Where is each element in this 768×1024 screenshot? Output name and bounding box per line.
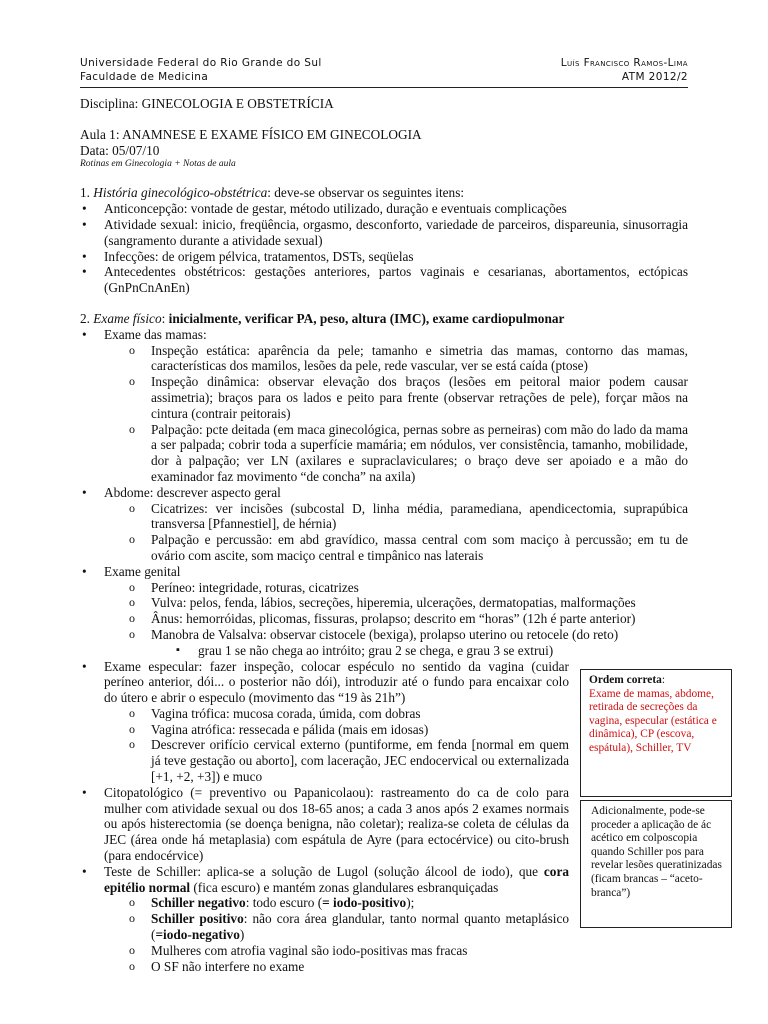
sub-item: o Manobra de Valsalva: observar cistocele (bexiga), prolapso uterino ou retocele (do reto) (104, 627, 688, 643)
list-item: • Atividade sexual: inicio, freqüência, orgasmo, desconforto, variedade de parceiros, dispareunia, sinusorragia (sangramento durante a atividade sexual) (80, 217, 688, 249)
faculty-name: Faculdade de Medicina (80, 71, 209, 83)
section1-list (80, 201, 688, 296)
sub-item: o Descrever orifício cervical externo (puntiforme, em fenda [normal em quem já teve gestação ou aborto], com laceração, JEC endocervical ou externalizada [+1, +2, +3]) e muco (104, 737, 569, 784)
sub-item: o O SF não interfere no exame (104, 959, 569, 975)
sub-sub-item: ▪ grau 1 se não chega ao intróito; grau 2 se chega, e grau 3 se extrui) (104, 643, 688, 659)
sub-item: o Períneo: integridade, roturas, cicatrizes (104, 580, 688, 596)
sub-item: o Cicatrizes: ver incisões (subcostal D, linha média, paramediana, apendicectomia, suprapúbica transversa [Pfannestiel], de hérnia) (104, 501, 688, 533)
author-name: Luís Francisco Ramos-Lima (560, 57, 688, 69)
sub-item: o Schiller negativo: todo escuro (= iodo-positivo); (104, 895, 569, 911)
sub-item: o Vagina trófica: mucosa corada, úmida, com dobras (104, 706, 569, 722)
class-label: ATM 2012/2 (621, 71, 688, 83)
correct-order-box (580, 669, 732, 797)
sub-item: o Schiller positivo: não cora área glandular, tanto normal quanto metaplásico (=iodo-negativo) (104, 911, 569, 943)
sub-item: o Vagina atrófica: ressecada e pálida (mais em idosas) (104, 722, 569, 738)
sub-item: o Inspeção dinâmica: observar elevação dos braços (lesões em peitoral maior podem causar assimetria); braços para os lados e peito para frente (observar retrações de pele), forçar mãos na cintura (contrair peitorais) (104, 374, 688, 421)
list-item: • Anticoncepção: vontade de gestar, método utilizado, duração e eventuais complicações (80, 201, 688, 217)
discipline-title: Disciplina: GINECOLOGIA E OBSTETRÍCIA (80, 96, 334, 111)
lesson-date: Data: 05/07/10 (80, 142, 160, 158)
list-item-schiller: • Teste de Schiller: aplica-se a solução de Lugol (solução álcool de iodo), que cora epitélio normal (fica escuro) e mantém zonas glandulares esbranquiçadas o Schiller negativo: todo escuro (= iodo-positivo); o Schiller positivo: não cora área glandular, tanto normal quanto metaplásico (=iodo-negativo) o Mulheres com atrofia vaginal são iodo-positivas mas fracas o O SF não interfere no exame (80, 864, 569, 975)
list-item-abdome: • Abdome: descrever aspecto geral o Cicatrizes: ver incisões (subcostal D, linha média, paramediana, apendicectomia, suprapúbica transversa [Pfannestiel], de hérnia) o Palpação e percussão: em abd gravídico, massa central com som maciço à percussão; em tu de ovário com ascite, som maciço central e timpânico nas laterais (80, 485, 688, 564)
correct-order-title: Ordem correta: (589, 674, 666, 686)
list-item-mamas: • Exame das mamas: o Inspeção estática: aparência da pele; tamanho e simetria das mamas, contorno das mamas, características dos mamilos, lesões da pele, rede vascular, ver se está caída (ptose) o Inspeção dinâmica: observar elevação dos braços (lesões em peitoral maior podem causar assimetria); braços para os lados e peito para frente (observar retrações de pele), forçar mãos na cintura (contrair peitorais) o Palpação: pcte deitada (em maca ginecológica, pernas sobre as perneiras) com mão do lado da mama a ser palpada; cobrir toda a superfície mamária; em nódulos, ver consistência, tamanho, mobilidade, dor à palpação; ver LN (axilares e supraclaviculares; o braço deve ser apoiado e a mão do examinador faz movimento “de concha” na axila) (80, 327, 688, 485)
header-divider (80, 87, 688, 88)
sub-item: o Ânus: hemorróidas, plicomas, fissuras, prolapso; descrito em “horas” (12h é parte anterior) (104, 611, 688, 627)
list-item: • Infecções: de origem pélvica, tratamentos, DSTs, seqüelas (80, 249, 688, 265)
university-name: Universidade Federal do Rio Grande do Sul (80, 57, 322, 69)
sub-item: o Vulva: pelos, fenda, lábios, secreções, hiperemia, ulcerações, dermatopatias, malformações (104, 595, 688, 611)
sub-item: o Palpação: pcte deitada (em maca ginecológica, pernas sobre as perneiras) com mão do lado da mama a ser palpada; cobrir toda a superfície mamária; em nódulos, ver consistência, tamanho, mobilidade, dor à palpação; ver LN (axilares e supraclaviculares; o braço deve ser apoiado e a mão do examinador faz movimento “de concha” na axila) (104, 422, 688, 485)
sub-item: o Inspeção estática: aparência da pele; tamanho e simetria das mamas, contorno das mamas, características dos mamilos, lesões da pele, rede vascular, ver se está caída (ptose) (104, 343, 688, 375)
lesson-title: Aula 1: ANAMNESE E EXAME FÍSICO EM GINECOLOGIA (80, 126, 422, 142)
sub-item: o Palpação e percussão: em abd gravídico, massa central com som maciço à percussão; em tu de ovário com ascite, som maciço central e timpânico nas laterais (104, 532, 688, 564)
sources-note: Rotinas em Ginecologia + Notas de aula (80, 159, 236, 170)
section2-heading: 2. Exame físico: inicialmente, verificar PA, peso, altura (IMC), exame cardiopulmonar (80, 310, 565, 326)
section1-heading: 1. História ginecológico-obstétrica: deve-se observar os seguintes itens: (80, 185, 465, 201)
sub-item: o Mulheres com atrofia vaginal são iodo-positivas mas fracas (104, 943, 569, 959)
page-header (80, 56, 688, 84)
list-item: • Antecedentes obstétricos: gestações anteriores, partos vaginais e cesarianas, abortamentos, ectópicas (GnPnCnAnEn) (80, 264, 688, 296)
list-item-citopatologico: • Citopatológico (= preventivo ou Papanicolaou): rastreamento do ca de colo para mulher com atividade sexual ou dos 18-65 anos; a cada 3 anos após 2 exames normais ou após histerectomia (se doença benigna, não coletar); realiza-se coleta de células da JEC (área onde há metaplasia) com espátula de Ayre (para ectocérvice) ou cito-brush (para endocérvice) (80, 785, 569, 864)
correct-order-text: Exame de mamas, abdome, retirada de secreções da vagina, especular (estática e dinâmica), CP (escova, espátula), Schiller, TV (589, 687, 717, 754)
list-item-especular: • Exame especular: fazer inspeção, colocar espéculo no sentido da vagina (cuidar períneo anterior, dói... o posterior não dói), introduzir até o fundo para encaixar colo do útero e abrir o especulo (movimento das “19 às 21h”) o Vagina trófica: mucosa corada, úmida, com dobras o Vagina atrófica: ressecada e pálida (mais em idosas) o Descrever orifício cervical externo (puntiforme, em fenda [normal em quem já teve gestação ou aborto], com laceração, JEC endocervical ou externalizada [+1, +2, +3]) e muco (80, 659, 569, 785)
acetic-acid-note-box (580, 800, 732, 928)
acetic-acid-note-text: Adicionalmente, pode-se proceder a aplicação de ác acético em colposcopia quando Schiller pos para revelar lesões queratinizadas (ficam brancas – “aceto-branca”) (591, 805, 722, 899)
list-item-genital: • Exame genital o Períneo: integridade, roturas, cicatrizes o Vulva: pelos, fenda, lábios, secreções, hiperemia, ulcerações, dermatopatias, malformações o Ânus: hemorróidas, plicomas, fissuras, prolapso; descrito em “horas” (12h é parte anterior) o Manobra de Valsalva: observar cistocele (bexiga), prolapso uterino ou retocele (do reto) ▪ grau 1 se não chega ao intróito; grau 2 se chega, e grau 3 se extrui) (80, 564, 688, 659)
